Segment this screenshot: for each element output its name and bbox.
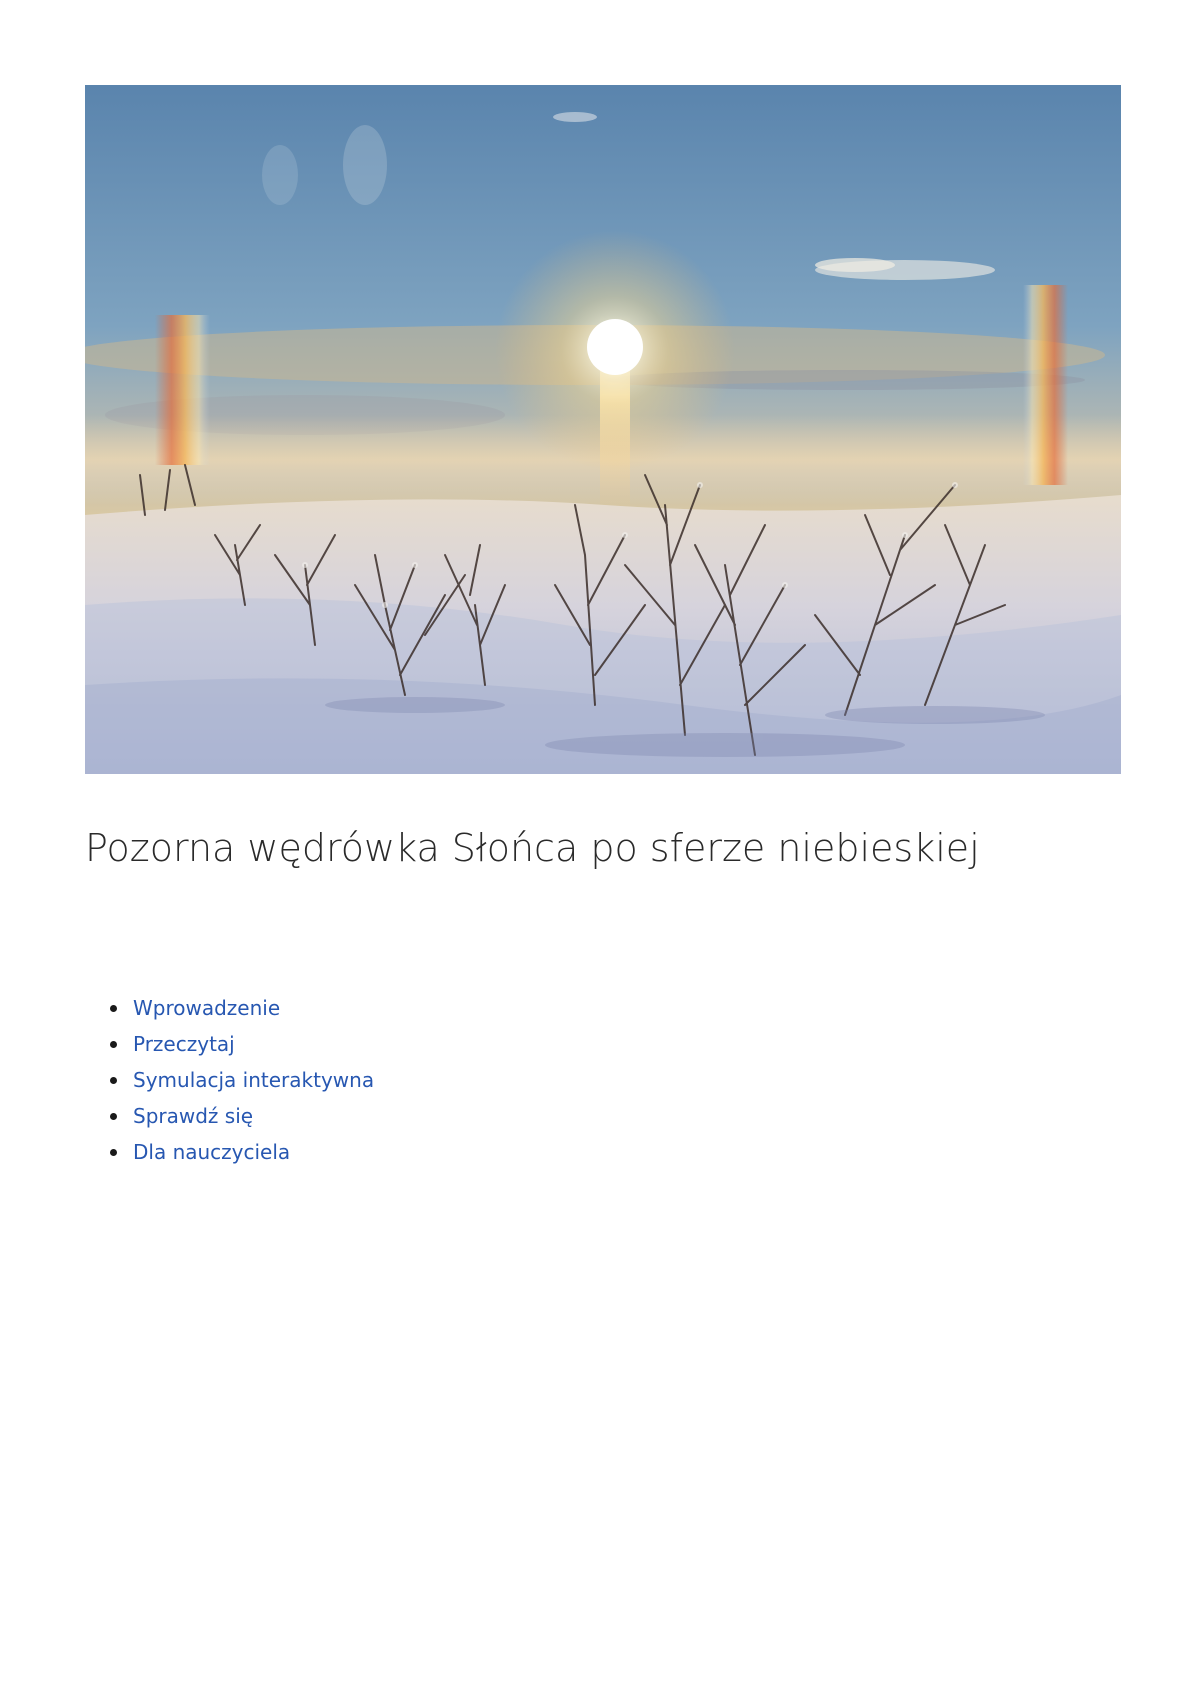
bullet-icon [110, 1113, 117, 1120]
toc-link-wprowadzenie[interactable]: Wprowadzenie [133, 996, 281, 1020]
toc-item-simulation [108, 1062, 374, 1098]
toc-link-symulacja-interaktywna[interactable]: Symulacja interaktywna [133, 1068, 375, 1092]
toc-item-check [108, 1098, 374, 1134]
toc-item-teacher [108, 1134, 374, 1170]
bullet-icon [110, 1077, 117, 1084]
winter-sun-halo-photo [85, 85, 1121, 774]
toc-link-sprawdz-sie[interactable]: Sprawdź się [133, 1104, 254, 1128]
toc-link-przeczytaj[interactable]: Przeczytaj [133, 1032, 235, 1056]
toc-item-read [108, 1026, 374, 1062]
table-of-contents [108, 990, 374, 1170]
page-title: Pozorna wędrówka Słońca po sferze niebieskiej [85, 826, 980, 870]
toc-link-dla-nauczyciela[interactable]: Dla nauczyciela [133, 1140, 291, 1164]
bullet-icon [110, 1041, 117, 1048]
cover-image [85, 85, 1121, 774]
toc-item-introduction [108, 990, 374, 1026]
bullet-icon [110, 1149, 117, 1156]
bullet-icon [110, 1005, 117, 1012]
